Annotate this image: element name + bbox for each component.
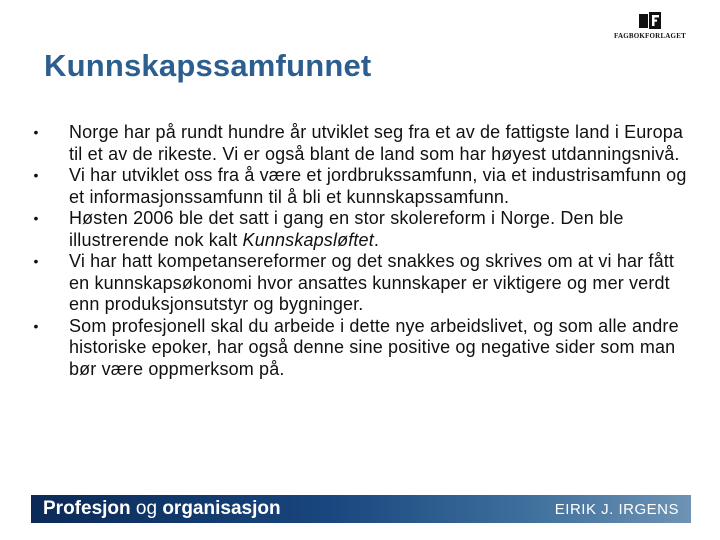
logo-text: FAGBOKFORLAGET [614,32,686,40]
bullet-text: Vi har hatt kompetansereformer og det snakkes og skrives om at vi har fått en kunnskapsøkonomi hvor ansattes kunnskaper er viktigere og mer verdt enn produksjonsutstyr og bygninger. [69,251,675,314]
bullet-list [28,122,698,380]
bullet-text-italic: Kunnskapsløftet [242,229,374,250]
bullet-marker: • [33,210,39,226]
bullet-marker: • [33,167,39,183]
publisher-logo [612,12,688,48]
bullet-marker: • [33,124,39,140]
slide-title: Kunnskapssamfunnet [44,48,372,83]
bullet-text: Vi har utviklet oss fra å være et jordbrukssamfunn, via et industrisamfunn og et informasjonssamfunn til å bli et kunnskapssamfunn. [69,165,687,207]
footer-book-title [43,498,281,520]
bullet-item [28,122,698,165]
footer-author: EIRIK J. IRGENS [554,501,679,518]
bullet-marker: • [33,253,39,269]
footer-title-word-1: Profesjon [43,498,131,519]
footer-bar [31,495,691,523]
footer-title-word-2: organisasjon [162,498,281,519]
bullet-item [28,251,698,316]
footer-title-connector: og [130,498,163,519]
bullet-text-end: . [373,229,380,250]
bullet-marker: • [33,317,39,334]
bullet-item [28,165,698,208]
book-logo-icon [638,12,662,30]
bullet-text: Som profesjonell skal du arbeide i dette nye arbeidslivet, og som alle andre historiske epoker, har også denne sine positive og negative sider som man bør være oppmerksom på. [69,315,679,379]
bullet-item [28,208,698,251]
bullet-text: Norge har på rundt hundre år utviklet seg fra et av de fattigste land i Europa til et av de rikeste. Vi er også blant de land som har høyest utdanningsnivå. [69,122,684,164]
bullet-text: Høsten 2006 ble det satt i gang en stor skolereform i Norge. Den ble illustrerende nok kalt [69,208,624,250]
bullet-item [28,316,698,381]
